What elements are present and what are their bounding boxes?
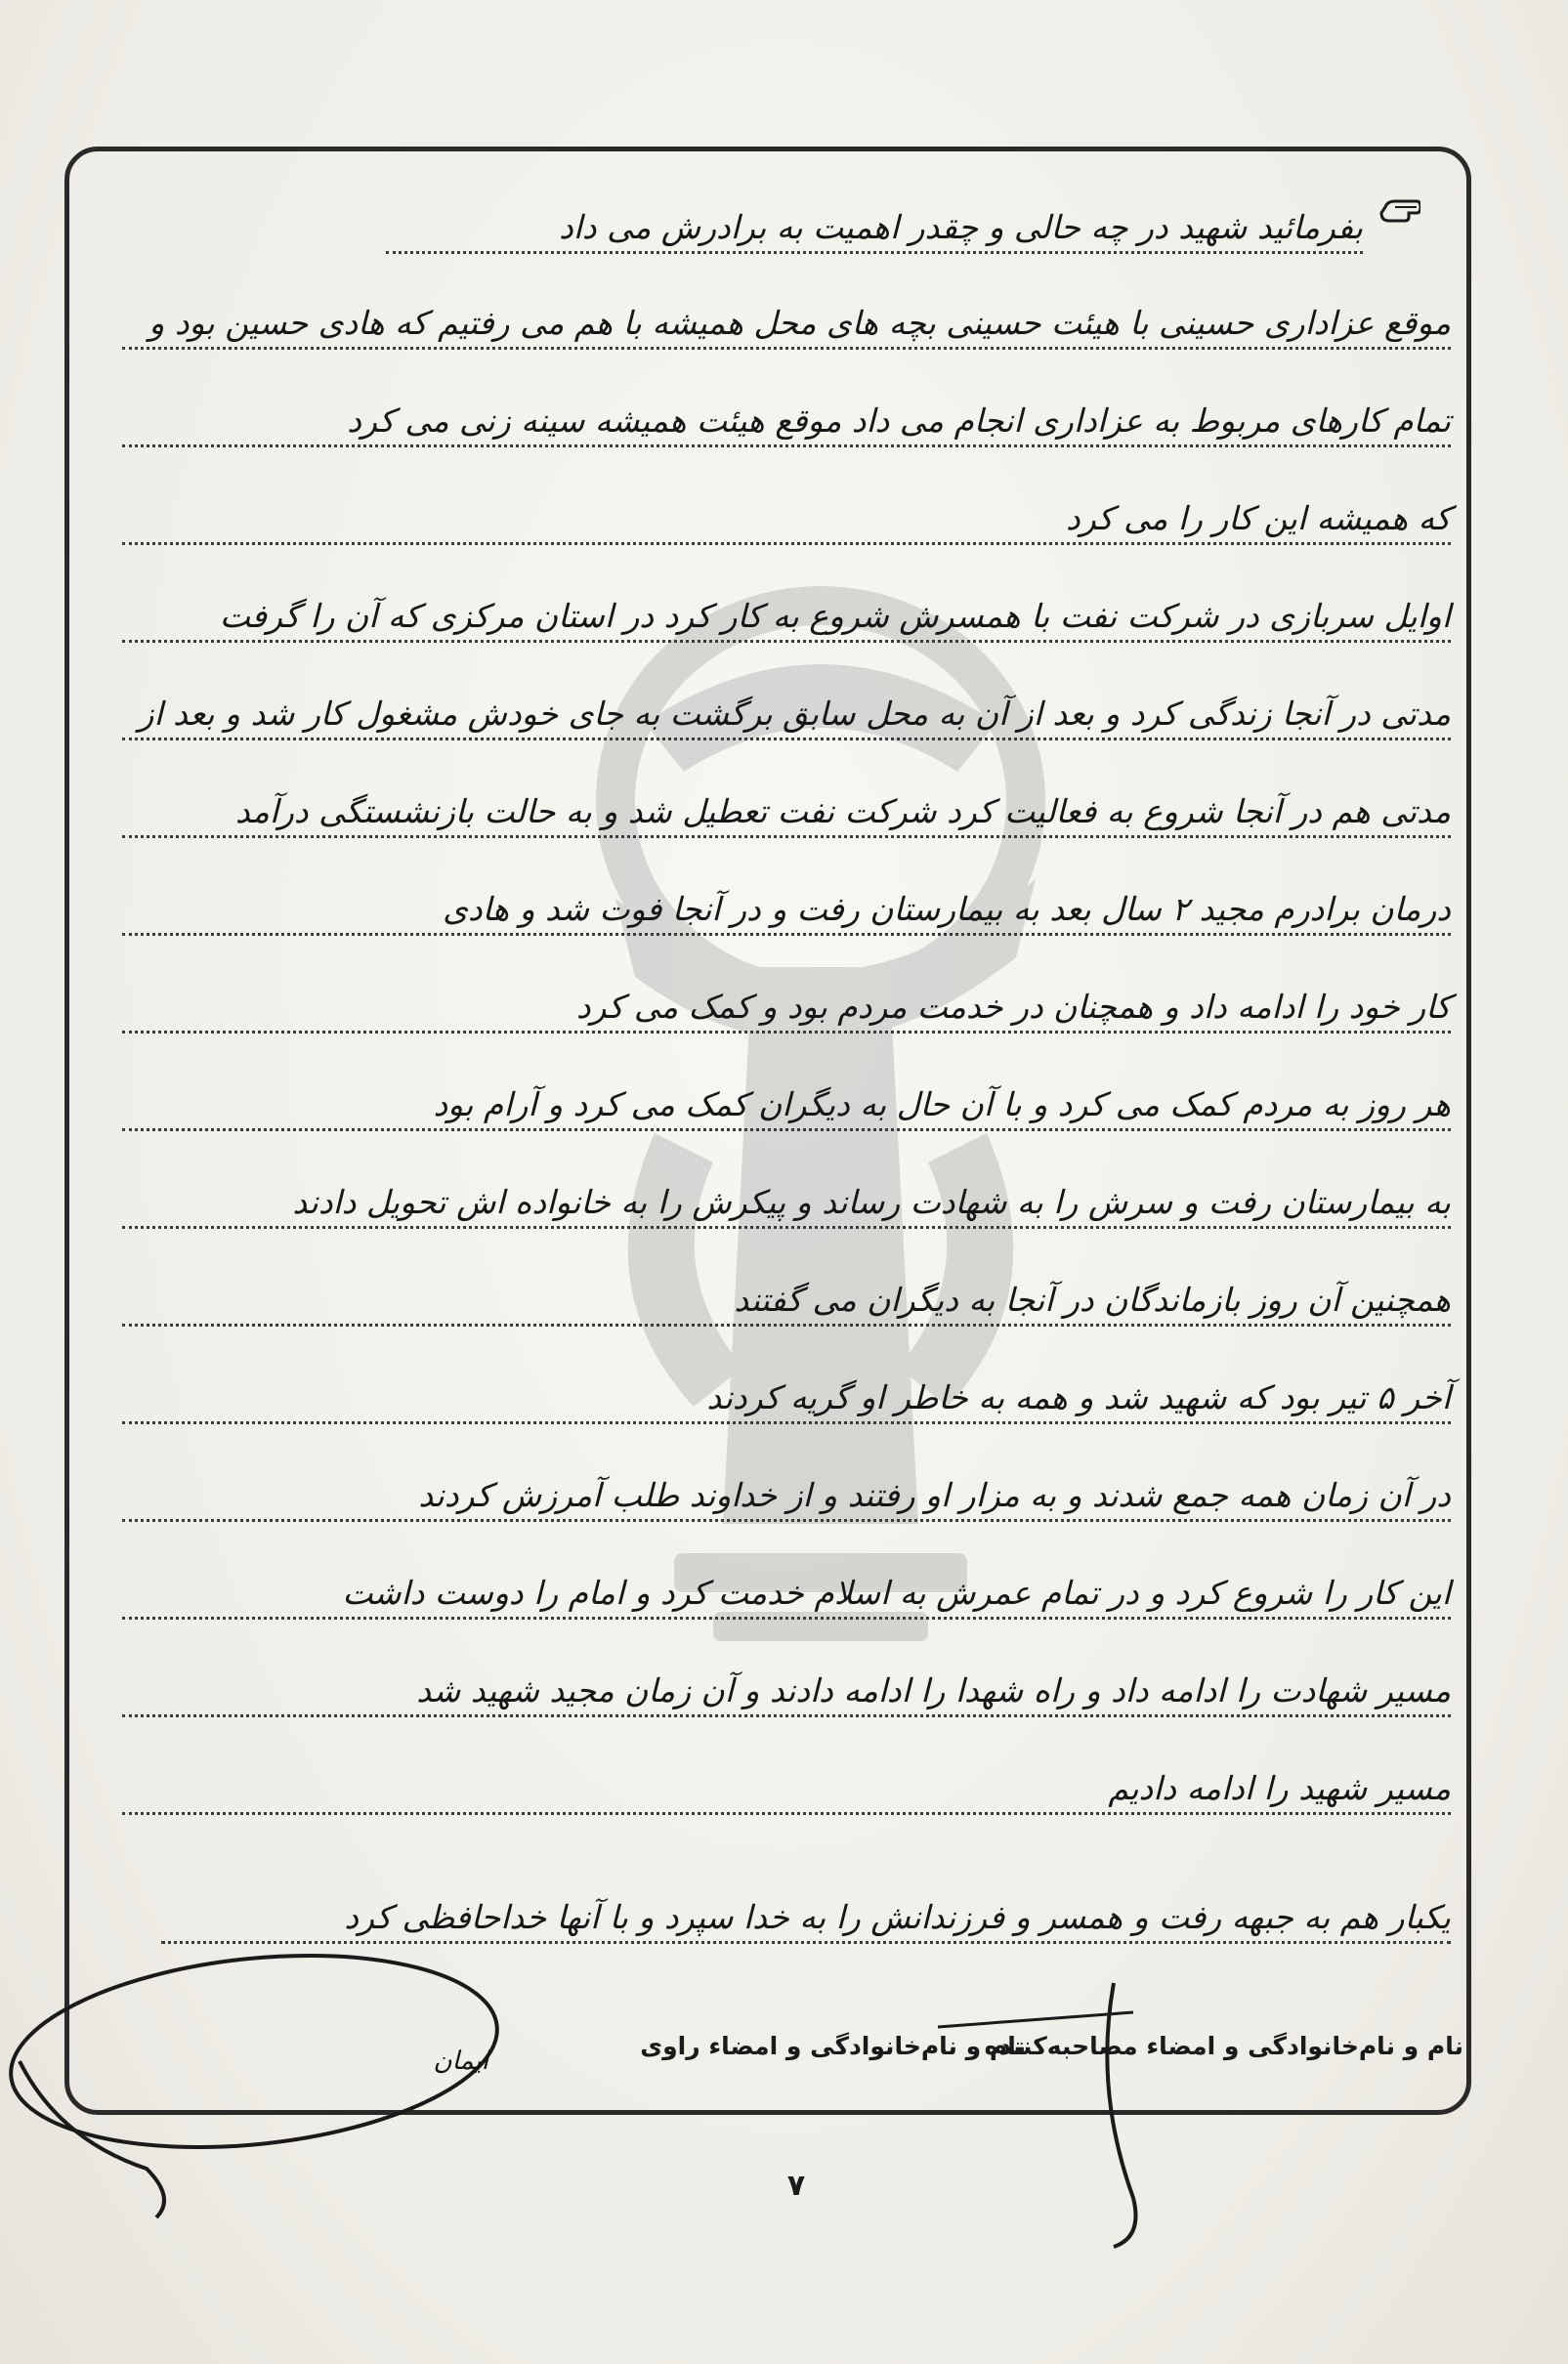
line-2: موقع عزاداری حسینی با هیئت حسینی بچه های محل همیشه با هم می رفتیم که هادی حسین بود و — [103, 262, 1451, 359]
line-13: آخر ۵ تیر بود که شهید شد و همه به خاطر او گریه کردند — [103, 1336, 1451, 1434]
line-6: مدتی در آنجا زندگی کرد و بعد از آن به محل سابق برگشت به جای خودش مشغول کار شد و بعد از — [103, 653, 1451, 750]
page-number: ۷ — [786, 2169, 806, 2203]
line-15: این کار را شروع کرد و در تمام عمرش به اسلام خدمت کرد و امام را دوست داشت — [103, 1532, 1451, 1629]
line-10: هر روز به مردم کمک می کرد و با آن حال به دیگران کمک می کرد و آرام بود — [103, 1043, 1451, 1141]
signature-row — [88, 2032, 1475, 2090]
interviewer-signature-label: نام و نام‌خانوادگی و امضاء مصاحبه‌کننده — [984, 2032, 1463, 2060]
line-18: یکبار هم به جبهه رفت و همسر و فرزندانش را به خدا سپرد و با آنها خداحافظی کرد — [103, 1856, 1451, 1954]
line-9: کار خود را ادامه داد و همچنان در خدمت مردم بود و کمک می کرد — [103, 946, 1451, 1043]
narrator-name: ایمان — [433, 2047, 488, 2076]
line-8: درمان برادرم مجید ۲ سال بعد به بیمارستان رفت و در آنجا فوت شد و هادی — [103, 848, 1451, 946]
line-11: به بیمارستان رفت و سرش را به شهادت رساند و پیکرش را به خانواده اش تحویل دادند — [103, 1141, 1451, 1239]
line-16: مسیر شهادت را ادامه داد و راه شهدا را ادامه دادند و آن زمان مجید شهید شد — [103, 1629, 1451, 1727]
line-3: تمام کارهای مربوط به عزاداری انجام می داد موقع هیئت همیشه سینه زنی می کرد — [103, 359, 1451, 457]
line-17: مسیر شهید را ادامه دادیم — [103, 1727, 1451, 1825]
line-4: که همیشه این کار را می کرد — [103, 457, 1451, 555]
line-1: بفرمائید شهید در چه حالی و چقدر اهمیت به برادرش می داد — [103, 166, 1451, 264]
interviewee-signature-label: نام و نام‌خانوادگی و امضاء راوی — [640, 2032, 1026, 2060]
line-12: همچنین آن روز بازماندگان در آنجا به دیگران می گفتند — [103, 1239, 1451, 1336]
line-7: مدتی هم در آنجا شروع به فعالیت کرد شرکت نفت تعطیل شد و به حالت بازنشستگی درآمد — [103, 750, 1451, 848]
line-5: اوایل سربازی در شرکت نفت با همسرش شروع به کار کرد در استان مرکزی که آن را گرفت — [103, 555, 1451, 653]
signature-scribble-icon — [0, 1944, 1568, 2257]
line-14: در آن زمان همه جمع شدند و به مزار او رفتند و از خداوند طلب آمرزش کردند — [103, 1434, 1451, 1532]
